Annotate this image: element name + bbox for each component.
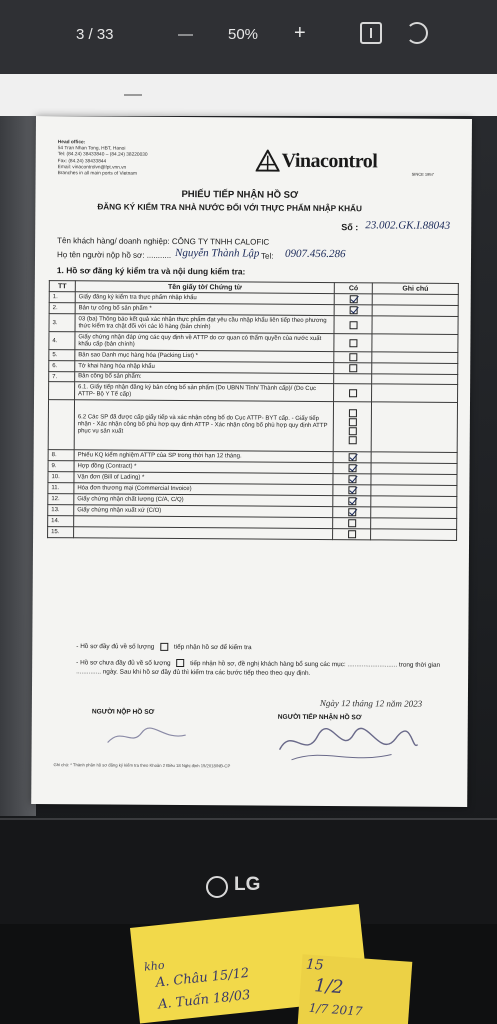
signature-receiver-label: NGƯỜI TIẾP NHẬN HỒ SƠ bbox=[277, 713, 362, 722]
row-checkbox-cell bbox=[334, 384, 372, 402]
vinacontrol-logo-icon bbox=[256, 150, 280, 172]
col-tt: TT bbox=[49, 281, 75, 292]
col-note: Ghi chú bbox=[372, 283, 458, 295]
fit-page-icon[interactable] bbox=[360, 22, 382, 44]
row-document: Vận đơn (Bill of Lading) * bbox=[74, 472, 333, 485]
row-number: 7. bbox=[49, 372, 75, 382]
row-document: Hóa đơn thương mại (Commercial Invoice) bbox=[74, 483, 333, 496]
checkbox[interactable] bbox=[348, 475, 356, 483]
row-note bbox=[371, 474, 457, 486]
monitor-brand: LG bbox=[234, 874, 261, 895]
row-document: Giấy chứng nhận chất lượng (C/A, C/Q) bbox=[74, 494, 333, 507]
row-number: 9. bbox=[48, 461, 74, 472]
row-document: 6.1. Giấy tiếp nhận đăng ký bản công bố sản phẩm (Do UBNN Tỉnh/ Thành cấp)/ (Do Cục ATTP- Bộ Y Tế cấp) bbox=[74, 382, 333, 402]
checkbox[interactable] bbox=[348, 486, 356, 494]
brand-logo: Vinacontrol bbox=[281, 149, 378, 173]
row-note bbox=[371, 463, 457, 475]
row-note bbox=[371, 402, 457, 453]
option-checkbox[interactable] bbox=[176, 659, 184, 667]
row-document: 6.2 Các SP đã được cấp giấy tiếp và xác nhận công bố do Cục ATTP- BYT cấp. - Giấy tiếp nhận - Xác nhận công bố phù hợp quy định ATTP - Xác nhận công bố phù hợp quy định ATTP phục vụ sản xuất bbox=[74, 400, 334, 452]
row-number bbox=[49, 382, 75, 400]
page-indicator[interactable]: 3 / 33 bbox=[76, 26, 114, 43]
signature-submitter-label: NGƯỜI NỘP HỒ SƠ bbox=[91, 708, 155, 716]
row-number: 11. bbox=[48, 483, 74, 494]
checkbox[interactable] bbox=[349, 353, 357, 361]
row-document: Bản tự công bố sản phẩm * bbox=[75, 303, 334, 316]
checkbox[interactable] bbox=[348, 508, 356, 516]
option-incomplete bbox=[76, 658, 446, 679]
divider bbox=[124, 94, 142, 96]
lg-logo-icon bbox=[206, 876, 228, 898]
row-number: 12. bbox=[48, 494, 74, 505]
row-document bbox=[74, 527, 333, 540]
row-checkbox-cell bbox=[333, 474, 371, 485]
signature-right bbox=[271, 720, 421, 769]
rotate-icon[interactable] bbox=[406, 22, 428, 44]
row-number: 6. bbox=[49, 361, 75, 372]
row-number bbox=[48, 400, 74, 450]
document-page bbox=[31, 116, 472, 807]
zoom-out-button[interactable]: — bbox=[178, 26, 193, 43]
row-number: 3. bbox=[49, 314, 75, 332]
doc-number-label: Số : bbox=[341, 222, 359, 233]
checkbox[interactable] bbox=[349, 409, 357, 417]
checkbox[interactable] bbox=[349, 321, 357, 329]
row-note bbox=[372, 305, 458, 317]
checkbox[interactable] bbox=[349, 364, 357, 372]
row-checkbox-cell bbox=[333, 496, 371, 507]
row-document: Bản công bố sản phẩm: bbox=[75, 372, 334, 384]
checkbox[interactable] bbox=[349, 389, 357, 397]
row-number: 14. bbox=[48, 516, 74, 527]
row-document: Hợp đồng (Contract) * bbox=[74, 461, 333, 474]
row-checkbox-cell bbox=[333, 518, 371, 529]
checkbox[interactable] bbox=[348, 427, 356, 435]
checkbox[interactable] bbox=[349, 418, 357, 426]
row-document: Giấy đăng ký kiểm tra thực phẩm nhập khẩu bbox=[75, 292, 334, 305]
row-checkbox-cell bbox=[333, 402, 371, 452]
sticky-text: 1/2 bbox=[313, 975, 345, 999]
monitor-bezel bbox=[0, 820, 497, 924]
submitter-label: Họ tên người nộp hồ sơ: ........... bbox=[57, 250, 172, 260]
row-note bbox=[371, 452, 457, 464]
sticky-text: 1/7 2017 bbox=[308, 1000, 363, 1019]
office-line: Head office: bbox=[57, 140, 86, 146]
row-number: 5. bbox=[49, 350, 75, 361]
brand-since: SINCE 1957 bbox=[411, 171, 434, 177]
row-number: 1. bbox=[49, 292, 75, 303]
option-checkbox[interactable] bbox=[160, 643, 168, 651]
row-checkbox-cell bbox=[333, 529, 371, 540]
doc-number-value: 23.002.GK.I.88043 bbox=[365, 219, 451, 232]
row-note bbox=[371, 496, 457, 508]
office-line: Tel: (84.24) 38433840 – (84.24) 38220030 bbox=[57, 152, 148, 159]
row-checkbox-cell bbox=[334, 334, 372, 352]
zoom-level: 50% bbox=[228, 26, 259, 43]
office-line: Branches in all main ports of Vietnam bbox=[57, 171, 137, 177]
row-document: Bản sao Danh mục hàng hóa (Packing List) * bbox=[75, 350, 334, 363]
checkbox[interactable] bbox=[348, 497, 356, 505]
row-note bbox=[372, 334, 458, 353]
office-address bbox=[58, 140, 148, 178]
checkbox[interactable] bbox=[349, 295, 357, 303]
row-note bbox=[372, 384, 458, 403]
form-subtitle: ĐĂNG KÝ KIỂM TRA NHÀ NƯỚC ĐỐI VỚI THỰC PHẨM NHẬP KHẨU bbox=[97, 202, 362, 214]
row-document: Giấy chứng nhận đáp ứng các quy định về ATTP do cơ quan có thẩm quyền của nước xuất khẩu cấp (bản chính) bbox=[75, 332, 334, 352]
table-body bbox=[48, 292, 459, 541]
row-note bbox=[372, 316, 458, 335]
row-checkbox-cell bbox=[334, 374, 372, 384]
col-document: Tên giấy tờ/ Chứng từ bbox=[75, 281, 334, 294]
tel-value: 0907.456.286 bbox=[285, 247, 346, 261]
signature-left bbox=[102, 720, 192, 751]
office-line: Fax: (84.24) 38433844 bbox=[57, 158, 107, 165]
footnote: Ghi chú: * Thành phần hồ sơ đăng ký kiểm tra theo Khoản 2 Điều 18 Nghị định 15/2018/NĐ-CP bbox=[53, 762, 231, 769]
row-note bbox=[371, 507, 457, 519]
checkbox[interactable] bbox=[349, 306, 357, 314]
sticky-text: kho bbox=[143, 958, 166, 974]
row-checkbox-cell bbox=[333, 485, 371, 496]
sticky-note bbox=[298, 954, 413, 1024]
option-complete bbox=[76, 642, 251, 651]
row-number: 15. bbox=[48, 527, 74, 538]
row-note bbox=[371, 518, 457, 530]
row-number: 10. bbox=[48, 472, 74, 483]
office-line: 54 Tran Nhan Tong, HBT, Hanoi bbox=[57, 146, 126, 152]
submitter-name: Nguyễn Thành Lập bbox=[175, 246, 260, 260]
option-text: tiếp nhận hồ sơ, đề nghị khách hàng bổ sung các mục: ............................ trong thời gian .............. ngày. Sau khi hồ sơ đầy đủ thì kiểm tra các bước tiếp theo theo quy định. bbox=[76, 660, 441, 677]
row-number: 4. bbox=[49, 332, 75, 350]
row-number: 2. bbox=[49, 303, 75, 314]
row-checkbox-cell bbox=[334, 352, 372, 363]
row-document: 03 (ba) Thông báo kết quả xác nhận thực phẩm đạt yêu cầu nhập khẩu liên tiếp theo phương thức kiểm tra chặt đối với các lô hàng (bản chính) bbox=[75, 314, 334, 334]
row-checkbox-cell bbox=[333, 463, 371, 474]
client-line: Tên khách hàng/ doanh nghiệp: CÔNG TY TNHH CALOFIC bbox=[57, 236, 270, 247]
pdf-viewer-toolbar bbox=[0, 0, 497, 74]
tel-label: Tel: bbox=[260, 251, 274, 261]
paper-shadow bbox=[0, 116, 36, 816]
checkbox[interactable] bbox=[348, 519, 356, 527]
sticky-text: 15 bbox=[305, 956, 325, 974]
row-note bbox=[371, 485, 457, 497]
option-label: - Hồ sơ chưa đầy đủ về số lượng bbox=[76, 659, 171, 667]
row-checkbox-cell bbox=[334, 294, 372, 305]
sticky-text: A. Châu 15/12 bbox=[155, 965, 250, 991]
row-document: Tờ khai hàng hóa nhập khẩu bbox=[75, 361, 334, 374]
row-number: 13. bbox=[48, 505, 74, 516]
row-checkbox-cell bbox=[334, 316, 372, 334]
checkbox[interactable] bbox=[348, 436, 356, 444]
row-note bbox=[372, 363, 458, 375]
zoom-in-button[interactable]: + bbox=[294, 22, 306, 44]
row-document: Giấy chứng nhận xuất xứ (C/O) bbox=[74, 505, 333, 518]
col-have: Có bbox=[335, 283, 373, 294]
checkbox[interactable] bbox=[348, 453, 356, 461]
row-note bbox=[372, 374, 458, 385]
row-note bbox=[372, 294, 458, 306]
date-line: Ngày 12 tháng 12 năm 2023 bbox=[319, 697, 423, 709]
row-checkbox-cell bbox=[334, 363, 372, 374]
row-checkbox-cell bbox=[333, 452, 371, 463]
office-line: Email: vinacontrolvn@fpt.vnn.vn bbox=[57, 164, 127, 171]
checkbox[interactable] bbox=[348, 464, 356, 472]
option-text: tiếp nhận hồ sơ để kiểm tra bbox=[173, 643, 252, 652]
checklist-table bbox=[47, 280, 459, 541]
checkbox[interactable] bbox=[348, 530, 356, 538]
section-heading: 1. Hồ sơ đăng ký kiểm tra và nội dung kiểm tra: bbox=[56, 265, 246, 277]
row-note bbox=[372, 352, 458, 364]
table-row bbox=[48, 400, 457, 453]
row-checkbox-cell bbox=[333, 507, 371, 518]
table-row bbox=[48, 527, 457, 541]
page-gap bbox=[0, 74, 497, 116]
sticky-text: A. Tuấn 18/03 bbox=[157, 987, 252, 1013]
form-title: PHIẾU TIẾP NHẬN HỒ SƠ bbox=[181, 189, 299, 201]
row-number: 8. bbox=[48, 450, 74, 461]
option-label: - Hồ sơ đầy đủ về số lượng bbox=[76, 642, 155, 651]
row-document: Phiếu KQ kiểm nghiệm ATTP của SP trong thời hạn 12 tháng. bbox=[74, 450, 333, 463]
checkbox[interactable] bbox=[349, 339, 357, 347]
row-note bbox=[371, 529, 457, 541]
row-checkbox-cell bbox=[334, 305, 372, 316]
